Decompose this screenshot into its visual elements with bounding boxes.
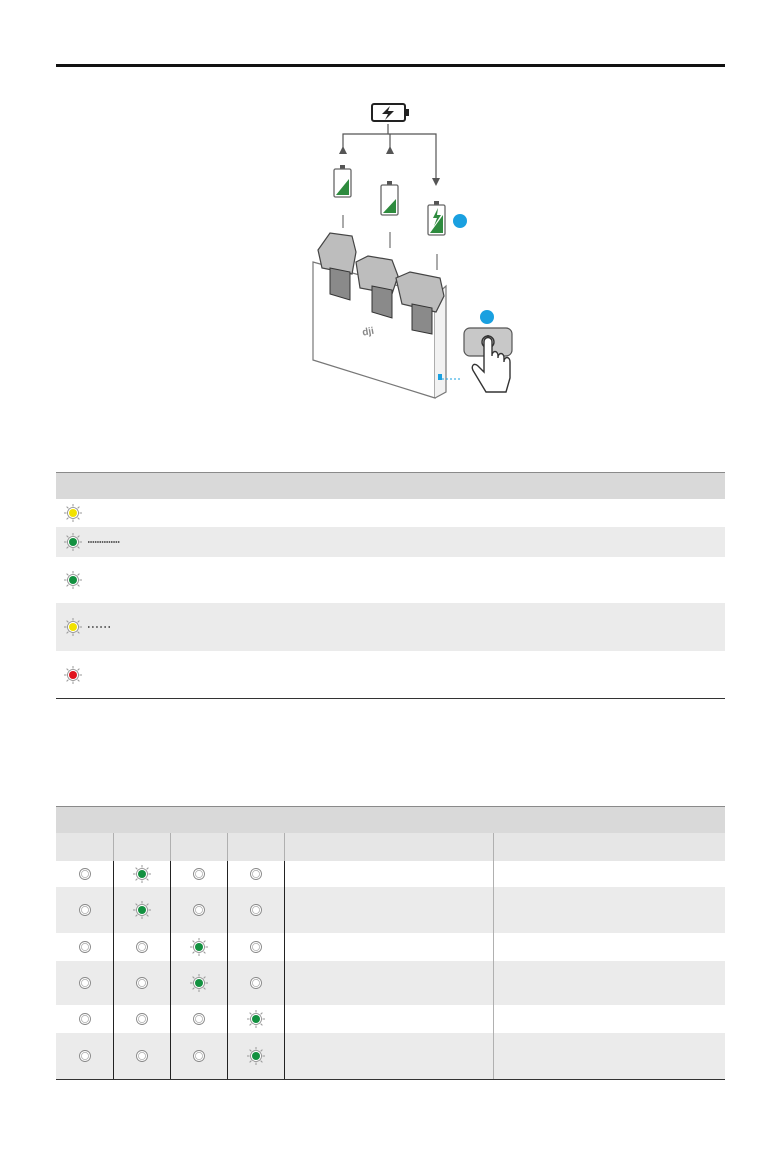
table-header — [56, 473, 725, 499]
rapid-blink-pattern-icon — [88, 540, 120, 544]
charging-hub-illustration — [300, 90, 540, 410]
slow-blink-pattern-icon — [88, 625, 112, 629]
table-row — [56, 1033, 725, 1079]
led-off-icon — [76, 1047, 94, 1065]
led-cell — [227, 961, 284, 1005]
led-off-icon — [76, 901, 94, 919]
led-green-blinking-icon — [133, 901, 151, 919]
led-off-icon — [190, 1047, 208, 1065]
step-marker — [480, 310, 494, 324]
led-cell — [113, 933, 170, 961]
led-cell — [113, 887, 170, 933]
led-off-icon — [190, 865, 208, 883]
status-cell — [284, 1033, 493, 1079]
led-cell — [227, 933, 284, 961]
led-cell — [113, 1033, 170, 1079]
subheader-led1 — [56, 833, 113, 861]
led-off-icon — [76, 974, 94, 992]
led-cell — [56, 1005, 113, 1033]
table-row — [56, 961, 725, 1005]
led-cell — [56, 861, 113, 887]
description-cell — [493, 1005, 725, 1033]
status-cell — [284, 861, 493, 887]
description-cell — [493, 933, 725, 961]
led-cell — [170, 961, 227, 1005]
led-status-table — [56, 472, 725, 699]
led-cell — [170, 1005, 227, 1033]
table-row — [56, 651, 725, 698]
led-green-blinking-icon — [247, 1047, 265, 1065]
led-cell — [227, 1033, 284, 1079]
table-row — [56, 557, 725, 603]
led-green-icon — [64, 533, 82, 551]
table-row — [56, 861, 725, 887]
led-cell — [56, 887, 113, 933]
subheader-led2 — [113, 833, 170, 861]
description-cell — [493, 1033, 725, 1079]
led-off-icon — [190, 1010, 208, 1028]
status-cell — [284, 961, 493, 1005]
table-row — [56, 603, 725, 651]
led-cell — [113, 1005, 170, 1033]
led-cell — [227, 861, 284, 887]
led-cell — [56, 1033, 113, 1079]
charging-battery-icon — [428, 201, 445, 235]
led-green-icon — [64, 571, 82, 589]
led-cell — [170, 1033, 227, 1079]
status-cell — [284, 887, 493, 933]
status-cell — [284, 1005, 493, 1033]
description-cell — [493, 887, 725, 933]
charging-hub-icon — [313, 233, 446, 398]
led-cell — [113, 961, 170, 1005]
table-subheader — [56, 833, 725, 861]
led-off-icon — [247, 901, 265, 919]
led-cell — [113, 861, 170, 887]
charging-battery-icon — [372, 104, 409, 121]
led-off-icon — [76, 938, 94, 956]
subheader-status — [284, 833, 493, 861]
led-off-icon — [76, 1010, 94, 1028]
led-yellow-icon — [64, 618, 82, 636]
battery-level-icon — [381, 181, 398, 215]
led-green-blinking-icon — [190, 938, 208, 956]
led-cell — [227, 1005, 284, 1033]
top-rule — [56, 64, 725, 67]
led-off-icon — [247, 938, 265, 956]
description-cell — [493, 861, 725, 887]
led-green-blinking-icon — [133, 865, 151, 883]
led-green-blinking-icon — [247, 1010, 265, 1028]
table-row — [56, 499, 725, 527]
led-green-blinking-icon — [190, 974, 208, 992]
subheader-led4 — [227, 833, 284, 861]
table-header — [56, 807, 725, 833]
led-cell — [170, 861, 227, 887]
led-off-icon — [76, 865, 94, 883]
description-cell — [493, 961, 725, 1005]
status-cell — [284, 933, 493, 961]
led-off-icon — [133, 938, 151, 956]
battery-level-table — [56, 806, 725, 1080]
step-marker — [453, 214, 467, 228]
led-off-icon — [133, 1047, 151, 1065]
table-body — [56, 861, 725, 1079]
led-cell — [56, 961, 113, 1005]
led-cell — [170, 887, 227, 933]
svg-text:dji: dji — [361, 325, 375, 339]
led-off-icon — [247, 974, 265, 992]
led-red-icon — [64, 666, 82, 684]
led-cell — [170, 933, 227, 961]
table-row — [56, 933, 725, 961]
subheader-led3 — [170, 833, 227, 861]
table-row — [56, 527, 725, 557]
table-row — [56, 887, 725, 933]
led-yellow-icon — [64, 504, 82, 522]
table-row — [56, 1005, 725, 1033]
led-off-icon — [190, 901, 208, 919]
battery-level-icon — [334, 165, 351, 197]
led-cell — [56, 933, 113, 961]
subheader-description — [493, 833, 725, 861]
led-cell — [227, 887, 284, 933]
led-off-icon — [133, 1010, 151, 1028]
led-off-icon — [247, 865, 265, 883]
led-off-icon — [133, 974, 151, 992]
